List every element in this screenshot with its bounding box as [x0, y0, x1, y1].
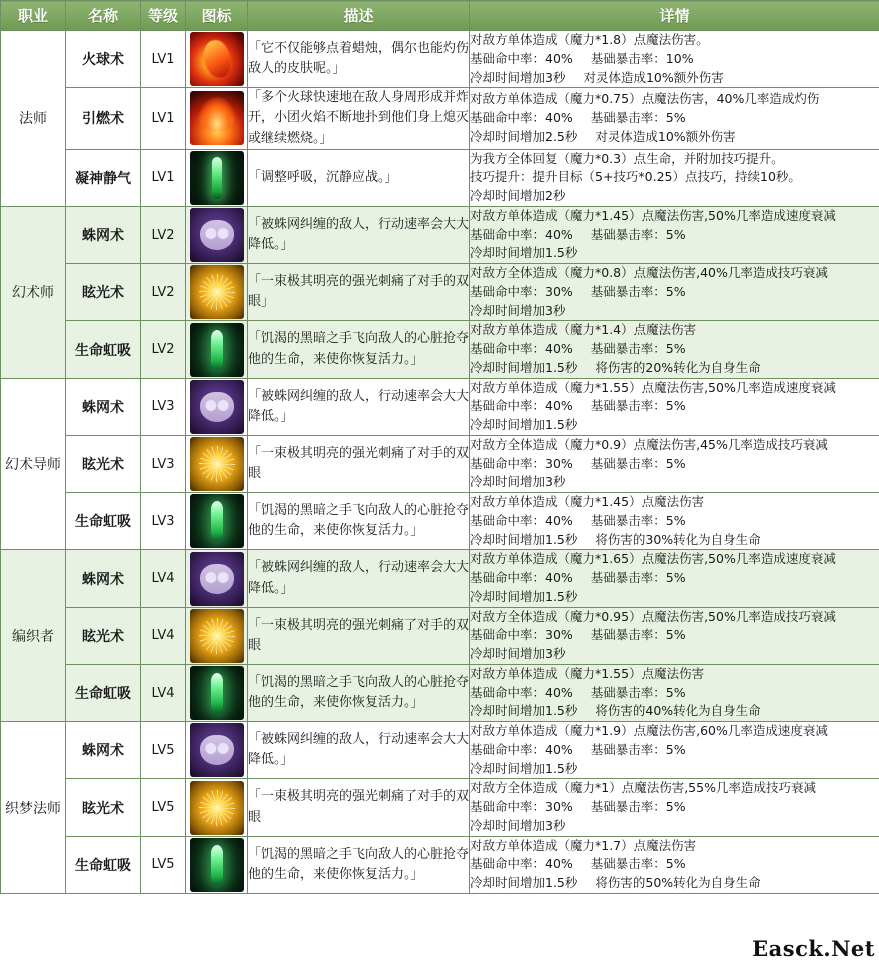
- table-row: [1, 149, 879, 206]
- detail-segment: 基础暴击率：5%: [590, 684, 686, 700]
- detail-line: [470, 359, 879, 378]
- skill-icon-cell: [186, 607, 248, 664]
- skill-description-cell: 「饥渴的黑暗之手飞向敌人的心脏抢夺他的生命，来使你恢复活力。」: [248, 836, 470, 893]
- detail-line: [470, 550, 879, 569]
- detail-segment: 基础暴击率：5%: [590, 741, 686, 757]
- skill-details-cell: [470, 264, 879, 321]
- detail-segment: 基础命中率：40%: [470, 226, 573, 242]
- skill-name-cell: 眩光术: [66, 779, 141, 836]
- detail-segment: 冷却时间增加1.5秒: [470, 760, 578, 776]
- skill-description-cell: 「一束极其明亮的强光刺痛了对手的双眼」: [248, 264, 470, 321]
- skill-details-cell: [470, 664, 879, 721]
- detail-segment: 冷却时间增加1.5秒: [470, 588, 578, 604]
- header-level: 等级: [141, 1, 186, 31]
- table-row: [1, 206, 879, 263]
- class-cell: 幻术师: [1, 206, 66, 378]
- drain-icon: [190, 494, 244, 548]
- table-row: [1, 607, 879, 664]
- detail-line: [470, 493, 879, 512]
- detail-segment: 将伤害的30%转化为自身生命: [595, 531, 761, 547]
- skill-description-cell: 「饥渴的黑暗之手飞向敌人的心脏抢夺他的生命，来使你恢复活力。」: [248, 664, 470, 721]
- skill-name-cell: 眩光术: [66, 607, 141, 664]
- calm-icon: [190, 151, 244, 205]
- detail-segment: 冷却时间增加2.5秒: [470, 128, 578, 144]
- skill-name-cell: 蛛网术: [66, 722, 141, 779]
- drain-icon: [190, 838, 244, 892]
- skill-name-cell: 眩光术: [66, 435, 141, 492]
- skill-description-cell: 「一束极其明亮的强光刺痛了对手的双眼: [248, 435, 470, 492]
- class-cell: 幻术导师: [1, 378, 66, 550]
- skill-details-cell: [470, 321, 879, 378]
- skill-icon-cell: [186, 31, 248, 88]
- detail-segment: 基础暴击率：10%: [590, 50, 694, 66]
- header-icon: 图标: [186, 1, 248, 31]
- skill-description-cell: 「饥渴的黑暗之手飞向敌人的心脏抢夺他的生命，来使你恢复活力。」: [248, 321, 470, 378]
- detail-segment: 为我方全体回复（魔力*0.3）点生命，并附加技巧提升。: [470, 150, 784, 166]
- skill-level-cell: LV1: [141, 31, 186, 88]
- skill-level-cell: LV4: [141, 664, 186, 721]
- detail-line: [470, 50, 879, 69]
- detail-segment: 基础暴击率：5%: [590, 226, 686, 242]
- detail-segment: 基础命中率：40%: [470, 341, 573, 357]
- detail-segment: 冷却时间增加3秒: [470, 302, 566, 318]
- table-row: [1, 664, 879, 721]
- detail-line: [470, 302, 879, 321]
- skill-description-cell: 「饥渴的黑暗之手飞向敌人的心脏抢夺他的生命，来使你恢复活力。」: [248, 493, 470, 550]
- detail-segment: 基础命中率：30%: [470, 627, 573, 643]
- detail-segment: 对敌方单体造成（魔力*0.75）点魔法伤害，40%几率造成灼伤: [470, 91, 820, 107]
- detail-line: [470, 473, 879, 492]
- table-row: [1, 779, 879, 836]
- skill-description-cell: 「多个火球快速地在敌人身周形成并炸开，小团火焰不断地扑到他们身上熄灭或继续燃烧。」: [248, 88, 470, 149]
- detail-segment: 对灵体造成10%额外伤害: [595, 128, 736, 144]
- skill-details-cell: [470, 779, 879, 836]
- detail-segment: 对敌方单体造成（魔力*1.45）点魔法伤害,50%几率造成速度衰减: [470, 207, 836, 223]
- detail-segment: 将伤害的50%转化为自身生命: [595, 875, 761, 891]
- skill-name-cell: 凝神静气: [66, 149, 141, 206]
- skill-icon-cell: [186, 435, 248, 492]
- detail-segment: 对敌方全体造成（魔力*0.9）点魔法伤害,45%几率造成技巧衰减: [470, 436, 828, 452]
- table-row: [1, 550, 879, 607]
- skill-level-cell: LV2: [141, 264, 186, 321]
- skill-icon-cell: [186, 779, 248, 836]
- skill-description-cell: 「一束极其明亮的强光刺痛了对手的双眼: [248, 607, 470, 664]
- detail-line: [470, 569, 879, 588]
- skill-icon-cell: [186, 836, 248, 893]
- skill-details-cell: [470, 88, 879, 149]
- skill-level-cell: LV4: [141, 607, 186, 664]
- detail-line: [470, 90, 879, 109]
- detail-line: [470, 207, 879, 226]
- detail-segment: 基础暴击率：5%: [590, 455, 686, 471]
- detail-segment: 基础命中率：40%: [470, 684, 573, 700]
- skill-description-cell: 「它不仅能够点着蜡烛，偶尔也能灼伤敌人的皮肤呢。」: [248, 31, 470, 88]
- drain-icon: [190, 323, 244, 377]
- header-description: 描述: [248, 1, 470, 31]
- skill-details-cell: [470, 378, 879, 435]
- detail-line: [470, 741, 879, 760]
- skill-details-cell: [470, 836, 879, 893]
- skill-icon-cell: [186, 493, 248, 550]
- table-body: [1, 31, 879, 894]
- detail-segment: 基础命中率：40%: [470, 570, 573, 586]
- detail-line: [470, 760, 879, 779]
- skill-name-cell: 生命虹吸: [66, 493, 141, 550]
- detail-line: [470, 608, 879, 627]
- skill-description-cell: 「一束极其明亮的强光刺痛了对手的双眼: [248, 779, 470, 836]
- glare-icon: [190, 265, 244, 319]
- detail-segment: 冷却时间增加2秒: [470, 188, 566, 204]
- skill-level-cell: LV1: [141, 88, 186, 149]
- skill-name-cell: 蛛网术: [66, 550, 141, 607]
- detail-line: [470, 436, 879, 455]
- detail-line: [470, 264, 879, 283]
- detail-line: [470, 874, 879, 893]
- detail-segment: 对敌方全体造成（魔力*1）点魔法伤害,55%几率造成技巧衰减: [470, 780, 816, 796]
- detail-line: [470, 69, 879, 88]
- detail-line: [470, 855, 879, 874]
- detail-segment: 基础命中率：40%: [470, 512, 573, 528]
- skill-details-cell: [470, 550, 879, 607]
- fireball-icon: [190, 32, 244, 86]
- web-icon: [190, 552, 244, 606]
- header-details: 详情: [470, 1, 879, 31]
- detail-segment: 基础暴击率：5%: [590, 856, 686, 872]
- detail-line: [470, 531, 879, 550]
- detail-segment: 基础暴击率：5%: [590, 512, 686, 528]
- detail-segment: 对敌方全体造成（魔力*0.95）点魔法伤害,50%几率造成技巧衰减: [470, 608, 836, 624]
- table-row: [1, 321, 879, 378]
- skill-details-cell: [470, 31, 879, 88]
- table-row: [1, 722, 879, 779]
- skill-name-cell: 生命虹吸: [66, 836, 141, 893]
- detail-line: [470, 779, 879, 798]
- skill-name-cell: 引燃术: [66, 88, 141, 149]
- skill-details-cell: [470, 435, 879, 492]
- detail-segment: 基础命中率：40%: [470, 398, 573, 414]
- detail-segment: 对敌方单体造成（魔力*1.65）点魔法伤害,50%几率造成速度衰减: [470, 551, 836, 567]
- detail-segment: 基础命中率：40%: [470, 856, 573, 872]
- detail-line: [470, 626, 879, 645]
- header-name: 名称: [66, 1, 141, 31]
- detail-line: [470, 665, 879, 684]
- skill-level-cell: LV2: [141, 206, 186, 263]
- detail-line: [470, 397, 879, 416]
- detail-line: [470, 321, 879, 340]
- detail-segment: 对敌方单体造成（魔力*1.4）点魔法伤害: [470, 322, 697, 338]
- skill-level-cell: LV5: [141, 779, 186, 836]
- detail-line: [470, 379, 879, 398]
- detail-segment: 对敌方单体造成（魔力*1.9）点魔法伤害,60%几率造成速度衰减: [470, 723, 828, 739]
- drain-icon: [190, 666, 244, 720]
- detail-segment: 冷却时间增加1.5秒: [470, 245, 578, 261]
- skill-details-cell: [470, 149, 879, 206]
- skill-description-cell: 「被蛛网纠缠的敌人，行动速率会大大降低。」: [248, 378, 470, 435]
- skill-details-cell: [470, 206, 879, 263]
- detail-line: [470, 722, 879, 741]
- detail-line: [470, 837, 879, 856]
- detail-segment: 基础命中率：30%: [470, 283, 573, 299]
- detail-segment: 对灵体造成10%额外伤害: [583, 69, 724, 85]
- skill-description-cell: 「调整呼吸，沉静应战。」: [248, 149, 470, 206]
- class-cell: 法师: [1, 31, 66, 207]
- detail-line: [470, 150, 879, 169]
- detail-line: [470, 798, 879, 817]
- detail-line: [470, 512, 879, 531]
- skill-level-cell: LV3: [141, 435, 186, 492]
- detail-segment: 冷却时间增加1.5秒: [470, 531, 578, 547]
- skill-icon-cell: [186, 321, 248, 378]
- detail-segment: 冷却时间增加3秒: [470, 646, 566, 662]
- skill-level-cell: LV3: [141, 493, 186, 550]
- detail-segment: 将伤害的40%转化为自身生命: [595, 703, 761, 719]
- web-icon: [190, 380, 244, 434]
- class-cell: 编织者: [1, 550, 66, 722]
- detail-segment: 将伤害的20%转化为自身生命: [595, 359, 761, 375]
- detail-segment: 冷却时间增加1.5秒: [470, 359, 578, 375]
- detail-line: [470, 226, 879, 245]
- detail-line: [470, 187, 879, 206]
- detail-segment: 对敌方单体造成（魔力*1.55）点魔法伤害: [470, 665, 705, 681]
- detail-line: [470, 817, 879, 836]
- detail-segment: 对敌方单体造成（魔力*1.45）点魔法伤害: [470, 494, 705, 510]
- detail-line: [470, 455, 879, 474]
- detail-line: [470, 283, 879, 302]
- detail-segment: 基础暴击率：5%: [590, 283, 686, 299]
- glare-icon: [190, 609, 244, 663]
- table-header: [1, 1, 879, 31]
- table-row: [1, 435, 879, 492]
- detail-segment: 基础暴击率：5%: [590, 570, 686, 586]
- table-row: [1, 264, 879, 321]
- glare-icon: [190, 781, 244, 835]
- detail-segment: 冷却时间增加1.5秒: [470, 875, 578, 891]
- detail-segment: 技巧提升：提升目标（5+技巧*0.25）点技巧，持续10秒。: [470, 169, 801, 185]
- header-class: 职业: [1, 1, 66, 31]
- web-icon: [190, 723, 244, 777]
- skill-icon-cell: [186, 722, 248, 779]
- skill-icon-cell: [186, 264, 248, 321]
- skill-level-cell: LV3: [141, 378, 186, 435]
- detail-line: [470, 416, 879, 435]
- skill-icon-cell: [186, 664, 248, 721]
- skill-details-cell: [470, 607, 879, 664]
- detail-segment: 基础命中率：30%: [470, 455, 573, 471]
- detail-line: [470, 684, 879, 703]
- table-row: [1, 836, 879, 893]
- table-row: [1, 31, 879, 88]
- skill-icon-cell: [186, 550, 248, 607]
- skill-details-cell: [470, 722, 879, 779]
- ignite-icon: [190, 91, 244, 145]
- detail-segment: 基础暴击率：5%: [590, 799, 686, 815]
- skill-name-cell: 蛛网术: [66, 206, 141, 263]
- skill-level-cell: LV4: [141, 550, 186, 607]
- skill-level-cell: LV5: [141, 722, 186, 779]
- detail-segment: 对敌方单体造成（魔力*1.8）点魔法伤害。: [470, 32, 709, 47]
- detail-line: [470, 702, 879, 721]
- detail-segment: 冷却时间增加1.5秒: [470, 703, 578, 719]
- detail-segment: 冷却时间增加3秒: [470, 474, 566, 490]
- glare-icon: [190, 437, 244, 491]
- detail-segment: 基础暴击率：5%: [590, 341, 686, 357]
- detail-segment: 对敌方单体造成（魔力*1.7）点魔法伤害: [470, 837, 697, 853]
- detail-line: [470, 645, 879, 664]
- detail-line: [470, 588, 879, 607]
- table-row: [1, 493, 879, 550]
- skill-name-cell: 火球术: [66, 31, 141, 88]
- detail-segment: 冷却时间增加1.5秒: [470, 417, 578, 433]
- skill-name-cell: 眩光术: [66, 264, 141, 321]
- skill-icon-cell: [186, 88, 248, 149]
- skill-description-cell: 「被蛛网纠缠的敌人，行动速率会大大降低。」: [248, 206, 470, 263]
- skill-icon-cell: [186, 206, 248, 263]
- detail-line: [470, 109, 879, 128]
- skill-details-cell: [470, 493, 879, 550]
- detail-segment: 基础暴击率：5%: [590, 110, 686, 126]
- detail-line: [470, 128, 879, 147]
- detail-segment: 对敌方单体造成（魔力*1.55）点魔法伤害,50%几率造成速度衰减: [470, 379, 836, 395]
- table-row: [1, 378, 879, 435]
- detail-line: [470, 340, 879, 359]
- detail-segment: 基础暴击率：5%: [590, 398, 686, 414]
- watermark: Easck.Net: [752, 936, 875, 961]
- detail-line: [470, 31, 879, 50]
- skill-name-cell: 生命虹吸: [66, 321, 141, 378]
- class-cell: 织梦法师: [1, 722, 66, 894]
- skill-icon-cell: [186, 378, 248, 435]
- skill-description-cell: 「被蛛网纠缠的敌人，行动速率会大大降低。」: [248, 722, 470, 779]
- skill-level-cell: LV2: [141, 321, 186, 378]
- skill-icon-cell: [186, 149, 248, 206]
- table-row: [1, 88, 879, 149]
- detail-segment: 对敌方全体造成（魔力*0.8）点魔法伤害,40%几率造成技巧衰减: [470, 265, 828, 281]
- detail-segment: 冷却时间增加3秒: [470, 69, 566, 85]
- skill-level-cell: LV1: [141, 149, 186, 206]
- detail-segment: 冷却时间增加3秒: [470, 817, 566, 833]
- skill-level-cell: LV5: [141, 836, 186, 893]
- web-icon: [190, 208, 244, 262]
- detail-segment: 基础命中率：40%: [470, 50, 573, 66]
- detail-segment: 基础命中率：40%: [470, 741, 573, 757]
- detail-line: [470, 168, 879, 187]
- skill-name-cell: 蛛网术: [66, 378, 141, 435]
- detail-segment: 基础暴击率：5%: [590, 627, 686, 643]
- detail-line: [470, 244, 879, 263]
- header-row: [1, 1, 879, 31]
- skill-description-cell: 「被蛛网纠缠的敌人，行动速率会大大降低。」: [248, 550, 470, 607]
- skill-name-cell: 生命虹吸: [66, 664, 141, 721]
- detail-segment: 基础命中率：40%: [470, 110, 573, 126]
- detail-segment: 基础命中率：30%: [470, 799, 573, 815]
